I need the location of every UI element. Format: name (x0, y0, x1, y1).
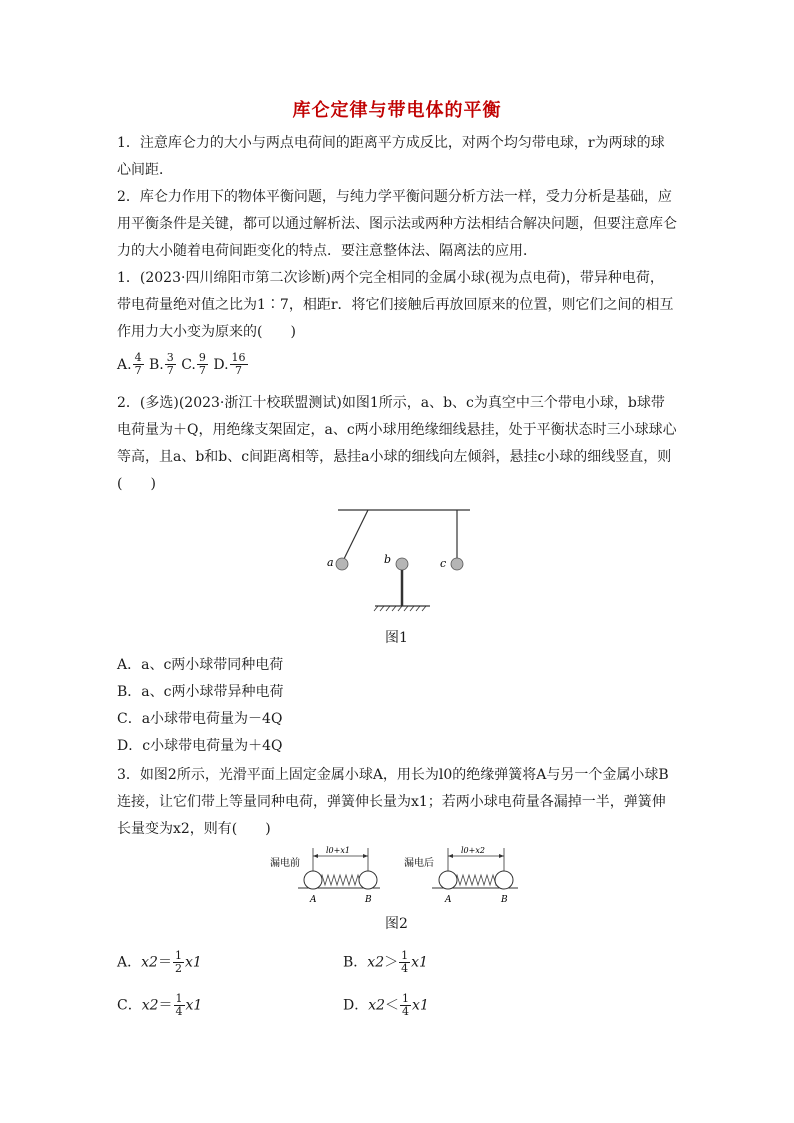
q2-option-c: C．a小球带电荷量为－4Q (117, 711, 283, 727)
ground-hatch (374, 606, 426, 611)
figure-1-caption: 图1 (385, 630, 408, 646)
after-ball-b: B (501, 895, 508, 905)
ball-a (336, 558, 348, 570)
q3-option-c: C．x2＝ $\frac{1}{4}$ x1 (117, 992, 203, 1018)
q1-option-b: B. $\frac{3}{7}$ (149, 351, 174, 377)
figure-2-caption: 图2 (385, 916, 408, 932)
q1-option-c: C. $\frac{9}{7}$ (181, 351, 206, 377)
q2-option-a: A．a、c两小球带同种电荷 (117, 657, 284, 673)
q1-option-d: D. $\frac{16}{7}$ (213, 351, 246, 377)
note-2: 2．库仑力作用下的物体平衡问题，与纯力学平衡问题分析方法一样，受力分析是基础，应用平衡条件是关键，都可以通过解析法、图示法或两种方法相结合解决问题，但要注意库仑力的大小随着电荷间距变化的特点．要注意整体法、隔离法的应用． (117, 189, 677, 259)
q1-option-a: A. $\frac{4}{7}$ (117, 351, 142, 377)
question-1-options (117, 352, 249, 377)
q3-option-b: B．x2＞ $\frac{1}{4}$ x1 (343, 949, 428, 975)
note-1: 1．注意库仑力的大小与两点电荷间的距离平方成反比，对两个均匀带电球，r为两球的球心间距． (117, 135, 665, 178)
q2-option-d: D．c小球带电荷量为＋4Q (117, 738, 283, 754)
thread-a (342, 510, 368, 563)
q2-option-b: B．a、c两小球带异种电荷 (117, 684, 284, 700)
label-c: c (440, 557, 447, 570)
label-b: b (384, 553, 392, 566)
before-ball-b: B (365, 895, 372, 905)
question-3-text: 3．如图2所示，光滑平面上固定金属小球A，用长为l0的绝缘弹簧将A与另一个金属小球B连接，让它们带上等量同种电荷，弹簧伸长量为x1；若两小球电荷量各漏掉一半，弹簧伸长量变为x2，则有( ) (117, 767, 669, 837)
figure-1 (320, 500, 480, 615)
question-2-text: 2．(多选)(2023·浙江十校联盟测试)如图1所示，a、b、c为真空中三个带电小球，b球带电荷量为＋Q，用绝缘支架固定，a、c两小球用绝缘细线悬挂，处于平衡状态时三小球球心等高，且a、b和b、c间距离相等，悬挂a小球的细线向左倾斜，悬挂c小球的细线竖直，则( ) (117, 395, 677, 492)
before-ball-a: A (310, 895, 317, 905)
before-dim: l0+x1 (326, 846, 350, 855)
q3-option-d: D．x2＜ $\frac{1}{4}$ x1 (343, 992, 429, 1018)
after-dim: l0+x2 (461, 846, 485, 855)
before-label: 漏电前 (270, 858, 300, 869)
question-1-text: 1．(2023·四川绵阳市第二次诊断)两个完全相同的金属小球(视为点电荷)，带异种电荷，带电荷量绝对值之比为1∶7，相距r．将它们接触后再放回原来的位置，则它们之间的相互作用力大小变为原来的( ) (117, 270, 674, 340)
page-title: 库仑定律与带电体的平衡 (292, 100, 502, 121)
q3-option-a: A．x2＝ $\frac{1}{2}$ x1 (117, 949, 202, 975)
label-a: a (327, 556, 334, 569)
after-label: 漏电后 (404, 858, 434, 869)
ball-c (451, 558, 463, 570)
figure-2 (268, 842, 528, 908)
ball-b (396, 558, 408, 570)
after-ball-a: A (445, 895, 452, 905)
